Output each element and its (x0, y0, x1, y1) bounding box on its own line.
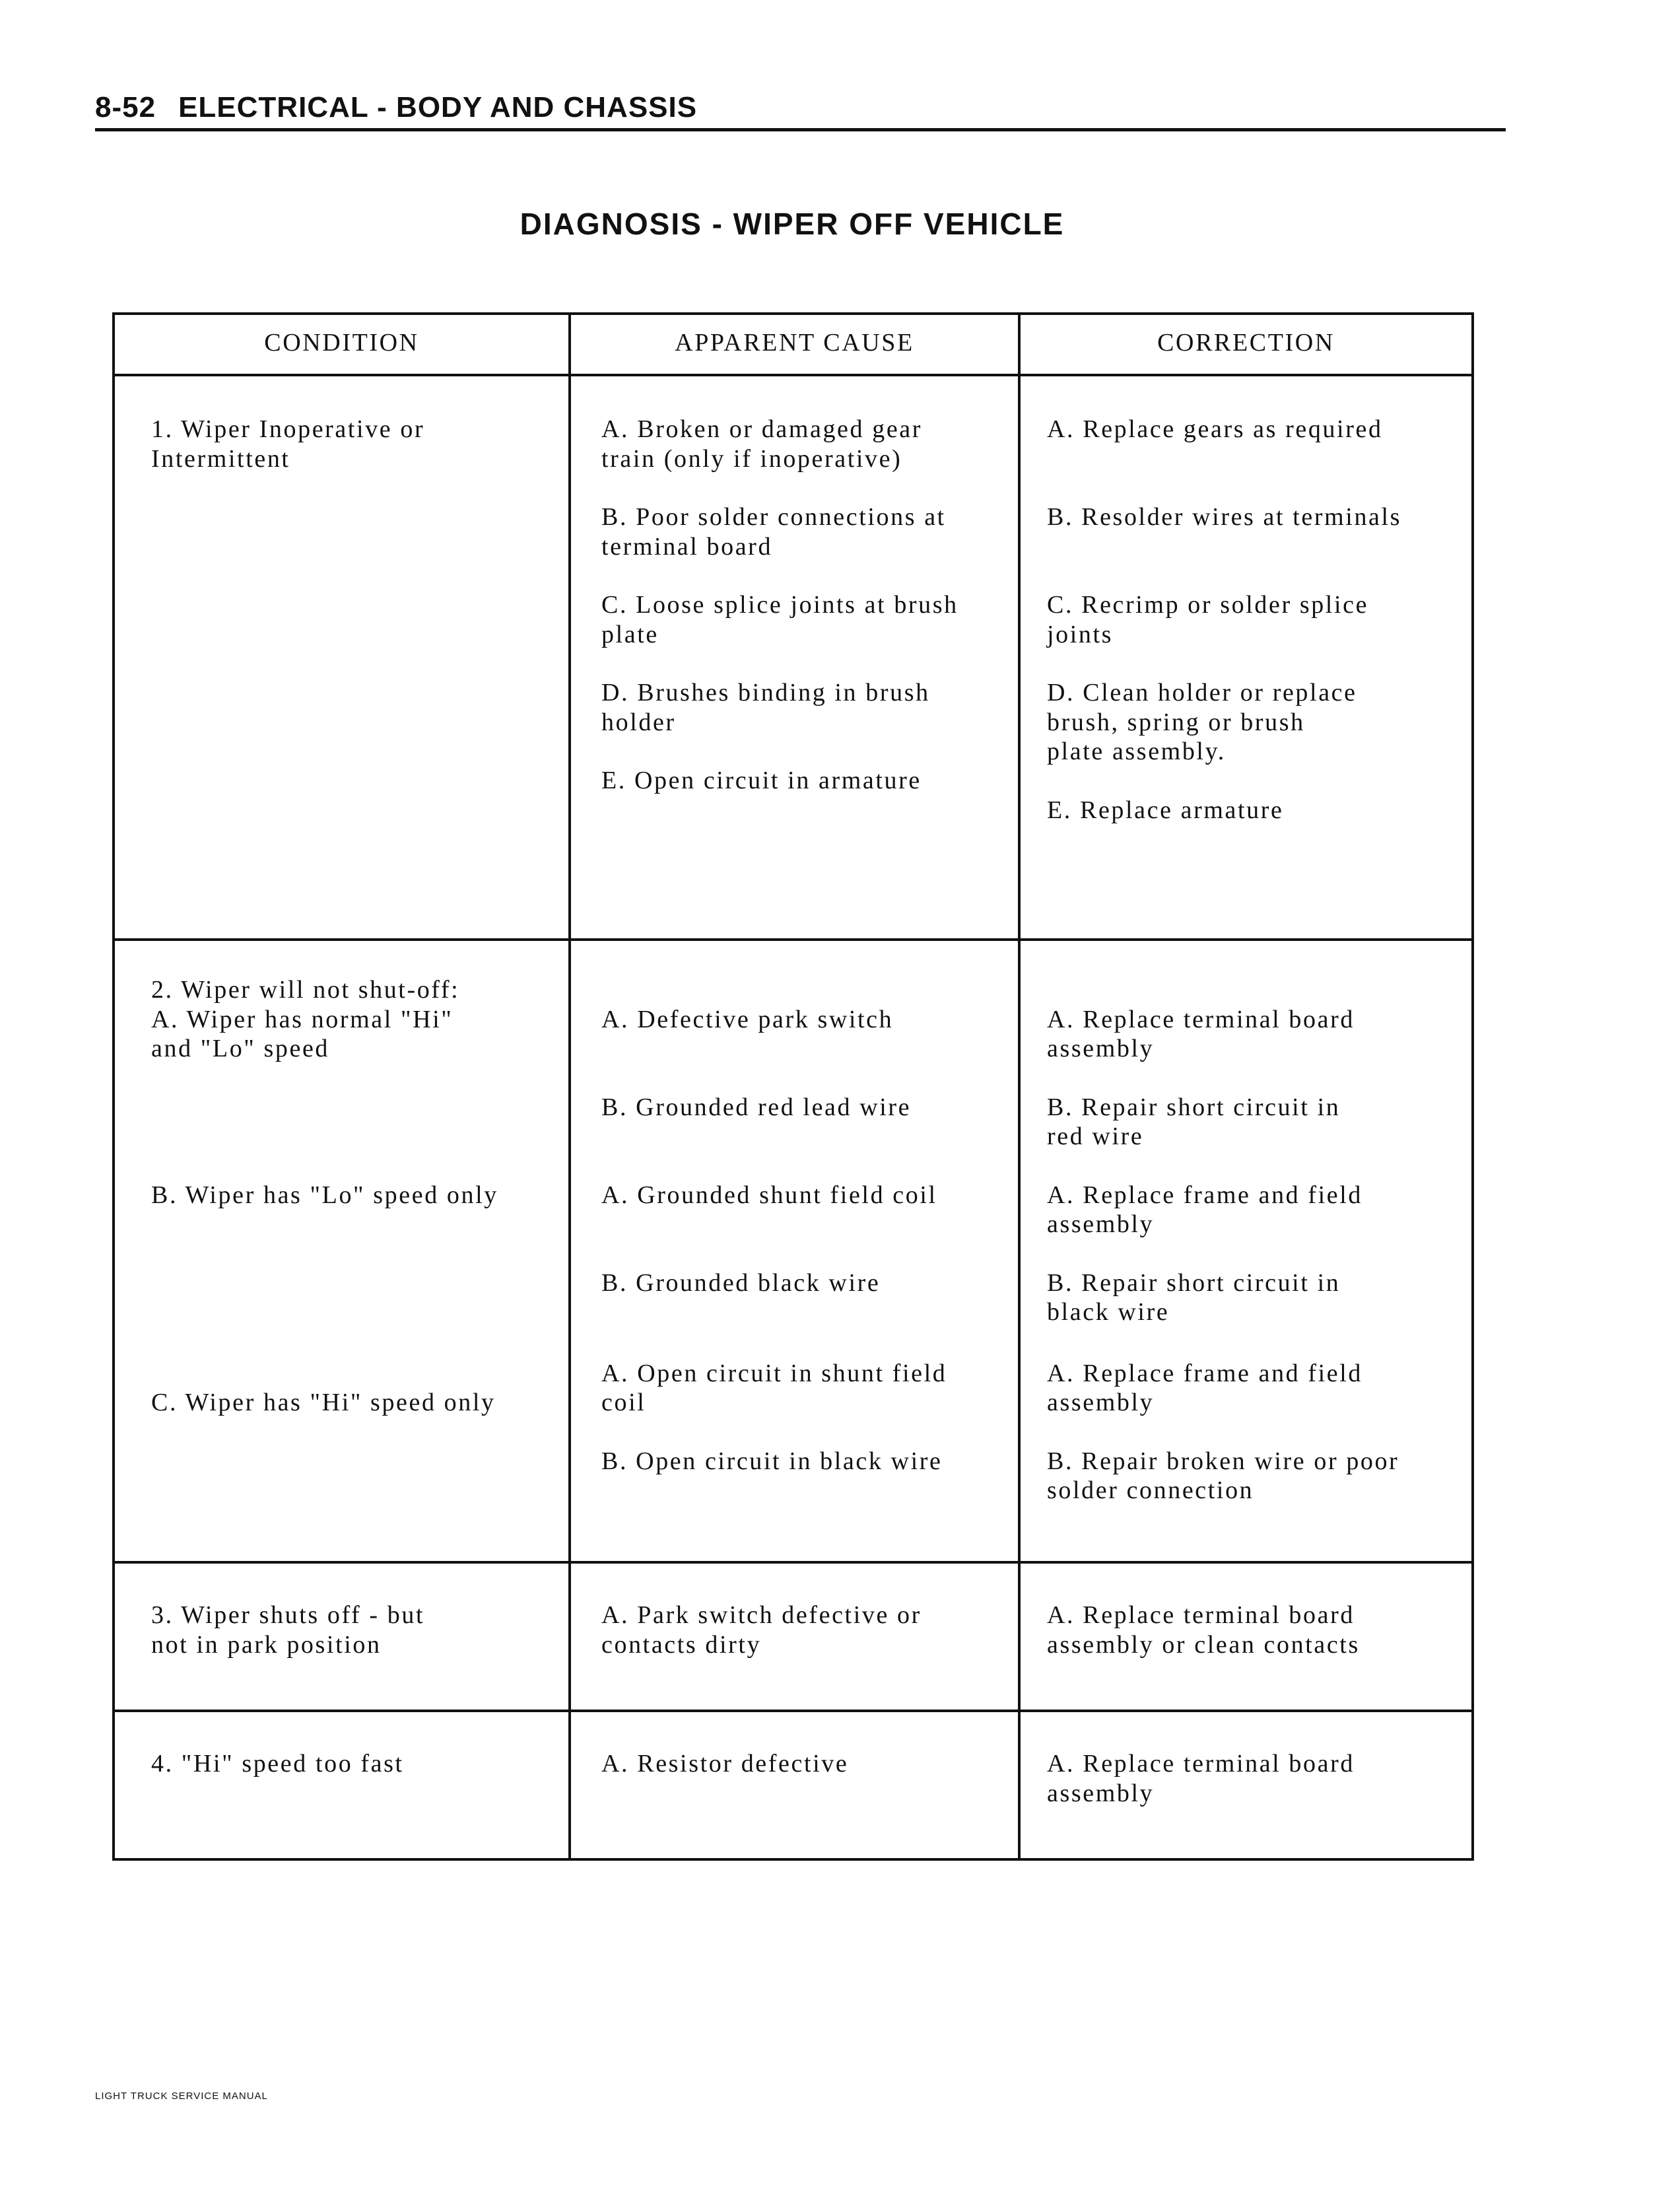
cause-group (601, 1005, 1005, 1152)
cause-cell (568, 1712, 1018, 1858)
cause-group (601, 1749, 1005, 1808)
condition-text: A. Wiper has normal "Hi" and "Lo" speed (151, 1005, 454, 1062)
table-section (115, 938, 1471, 1561)
cause-item: B. Poor solder connections at terminal board (601, 503, 946, 561)
condition-group (151, 1388, 568, 1564)
correction-group (1047, 1005, 1458, 1152)
cause-item: A. Open circuit in shunt field coil (601, 1359, 947, 1416)
table-header-row (115, 315, 1471, 374)
cause-group (601, 415, 1005, 825)
cause-group (601, 1359, 1005, 1505)
table-section (115, 1710, 1471, 1858)
correction-item: A. Replace terminal board assembly (1047, 1750, 1355, 1807)
condition-text: 4. "Hi" speed too fast (151, 1750, 404, 1778)
condition-text: C. Wiper has "Hi" speed only (151, 1388, 496, 1416)
correction-item: B. Resolder wires at terminals (1047, 503, 1402, 531)
correction-item: B. Repair broken wire or poor solder connection (1047, 1447, 1399, 1504)
section-title: ELECTRICAL - BODY AND CHASSIS (178, 91, 698, 123)
correction-item: A. Replace frame and field assembly (1047, 1359, 1363, 1416)
header-rule (95, 128, 1506, 131)
diagnosis-table (112, 312, 1474, 1861)
page-header (95, 91, 697, 124)
cause-item: B. Grounded black wire (601, 1268, 881, 1297)
cause-item: B. Open circuit in black wire (601, 1447, 943, 1475)
cause-item: E. Open circuit in armature (601, 767, 922, 794)
condition-text: 1. Wiper Inoperative or Intermittent (151, 415, 425, 473)
column-header-cause: APPARENT CAUSE (568, 315, 1018, 374)
correction-item: E. Replace armature (1047, 796, 1284, 824)
condition-group (151, 1749, 568, 1837)
condition-heading: 2. Wiper will not shut-off: (151, 976, 460, 1004)
correction-item: A. Replace terminal board assembly or clean contacts (1047, 1601, 1360, 1659)
cause-cell (568, 1564, 1018, 1710)
correction-cell (1018, 1712, 1471, 1858)
cause-item: A. Defective park switch (601, 1005, 894, 1033)
correction-group (1047, 1181, 1458, 1327)
condition-cell (115, 941, 568, 1564)
cause-item: A. Park switch defective or contacts dirty (601, 1601, 922, 1659)
condition-text: 3. Wiper shuts off - but not in park position (151, 1601, 425, 1659)
footer: LIGHT TRUCK SERVICE MANUAL (95, 2091, 268, 2102)
correction-item: A. Replace terminal board assembly (1047, 1005, 1355, 1062)
cause-cell (568, 941, 1018, 1564)
correction-cell (1018, 1564, 1471, 1710)
correction-group (1047, 415, 1458, 854)
cause-item: D. Brushes binding in brush holder (601, 679, 930, 736)
page-number: 8-52 (95, 91, 156, 123)
cause-item: C. Loose splice joints at brush plate (601, 591, 958, 648)
cause-item: A. Resistor defective (601, 1750, 849, 1778)
condition-group (151, 415, 568, 854)
condition-group (151, 1181, 568, 1356)
correction-item: B. Repair short circuit in black wire (1047, 1268, 1341, 1326)
cause-group (601, 1601, 1005, 1659)
spacer (601, 975, 1005, 1005)
column-header-correction: CORRECTION (1018, 315, 1471, 374)
correction-group (1047, 1359, 1458, 1505)
correction-item: B. Repair short circuit in red wire (1047, 1093, 1341, 1150)
condition-cell (115, 1564, 568, 1710)
condition-group (151, 1005, 568, 1181)
cause-item: A. Grounded shunt field coil (601, 1181, 937, 1209)
cause-group (601, 1181, 1005, 1327)
page-title: DIAGNOSIS - WIPER OFF VEHICLE (520, 207, 1065, 241)
correction-cell (1018, 941, 1471, 1564)
condition-cell (115, 1712, 568, 1858)
correction-item: A. Replace gears as required (1047, 415, 1383, 443)
correction-item: C. Recrimp or solder splice joints (1047, 591, 1369, 648)
correction-item: A. Replace frame and field assembly (1047, 1181, 1363, 1238)
table-section (115, 1561, 1471, 1710)
condition-cell (115, 376, 568, 938)
correction-group (1047, 1601, 1458, 1659)
spacer (1047, 975, 1458, 1005)
cause-cell (568, 376, 1018, 938)
correction-group (1047, 1749, 1458, 1808)
correction-cell (1018, 376, 1471, 938)
cause-item: B. Grounded red lead wire (601, 1093, 912, 1121)
correction-item: D. Clean holder or replace brush, spring or brush plate assembly. (1047, 679, 1357, 765)
condition-group (151, 1601, 568, 1688)
column-header-condition: CONDITION (264, 329, 419, 357)
cause-item: A. Broken or damaged gear train (only if inoperative) (601, 415, 923, 473)
condition-text: B. Wiper has "Lo" speed only (151, 1181, 498, 1209)
table-section (115, 374, 1471, 938)
